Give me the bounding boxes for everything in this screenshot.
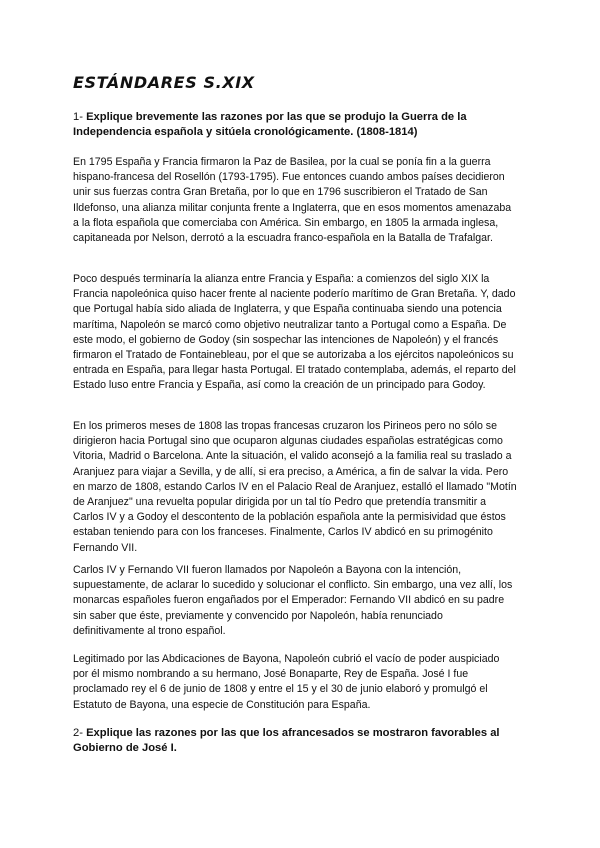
question-2-number: 2- bbox=[73, 727, 83, 739]
paragraph-2-text: Poco después terminaría la alianza entre Francia y España: a comienzos del siglo XIX la Francia napoleónica quiso hacer frente al naciente poderío marítimo de Gran Bretaña. Y, dado que Portugal había sido aliada de Inglaterra, y que España continuaba siendo una potencia marítima, Napoleón se marcó como objetivo neutralizar tanto a Portugal como a España. De este modo, el gobierno de Godoy (sin sospechar las intenciones de Napoleón) y el francés firmaron el Tratado de Fontainebleau, por el que se autorizaba a los ejércitos napoleónicos su entrada en España, para llegar hasta Portugal. El tratado contemplaba, además, el reparto del Estado luso entre Francia y España, así como la creación de un principado para Godoy. bbox=[73, 273, 516, 392]
question-2 bbox=[73, 726, 517, 756]
paragraph-1-text: En 1795 España y Francia firmaron la Paz de Basilea, por la cual se ponía fin a la guerra hispano-francesa del Rosellón (1793-1795). Fue entonces cuando ambos países decidieron unir sus fuerzas contra Gran Bretaña, por lo que en 1796 suscribieron el Tratado de San Ildefonso, una alianza militar conjunta frente a Inglaterra, que en esos momentos amenazaba a la flota española que comerciaba con América. Sin embargo, en 1805 la armada inglesa, capitaneada por Nelson, derrotó a la escuadra franco-española en la Batalla de Trafalgar. bbox=[73, 156, 512, 245]
paragraph-5-text: Legitimado por las Abdicaciones de Bayona, Napoleón cubrió el vacío de poder auspiciado por él mismo nombrando a su hermano, José Bonaparte, Rey de España. José I fue proclamado rey el 6 de junio de 1808 y entre el 15 y el 30 de junio elaboró y promulgó el Estatuto de Bayona, una especie de Constitución para España. bbox=[73, 653, 500, 711]
question-1-number: 1- bbox=[73, 111, 83, 123]
question-1-text bbox=[73, 110, 517, 140]
paragraph-2 bbox=[73, 272, 517, 394]
question-2-text bbox=[73, 726, 517, 756]
question-1 bbox=[73, 110, 517, 140]
paragraph-3-text: En los primeros meses de 1808 las tropas francesas cruzaron los Pirineos pero no sólo se dirigieron hacia Portugal sino que ocuparon algunas ciudades españolas estratégicas como Vitoria, Madrid o Barcelona. Ante la situación, el valido aconsejó a la familia real su traslado a Aranjuez para viajar a Sevilla, y de allí, si era preciso, a América, a fin de salvar la vida. Pero en marzo de 1808, estando Carlos IV en el Palacio Real de Aranjuez, estalló el llamado "Motín de Aranjuez" una revuelta popular dirigida por un tal tío Pedro que pretendía transmitir a Carlos IV y a Godoy el descontento de la población española ante la permisividad que éstos estaban teniendo para con los franceses. Finalmente, Carlos IV abdicó en su primogénito Fernando VII. bbox=[73, 420, 517, 554]
document-title: ESTÁNDARES S.XIX bbox=[73, 73, 255, 92]
question-2-body: Explique las razones por las que los afrancesados se mostraron favorables al Gobierno de José I. bbox=[73, 727, 500, 754]
paragraph-5 bbox=[73, 652, 517, 713]
paragraph-1 bbox=[73, 155, 517, 246]
paragraph-4 bbox=[73, 563, 517, 639]
paragraph-3 bbox=[73, 419, 517, 556]
question-1-body: Explique brevemente las razones por las que se produjo la Guerra de la Independencia española y sitúela cronológicamente. (1808-1814) bbox=[73, 111, 467, 138]
paragraph-4-text: Carlos IV y Fernando VII fueron llamados por Napoleón a Bayona con la intención, supuestamente, de aclarar lo sucedido y solucionar el conflicto. Sin embargo, una vez allí, los monarcas españoles fueron engañados por el Emperador: Fernando VII abdicó en su padre sin saber que éste, previamente y convencido por Napoleón, había renunciado definitivamente al trono español. bbox=[73, 564, 513, 637]
